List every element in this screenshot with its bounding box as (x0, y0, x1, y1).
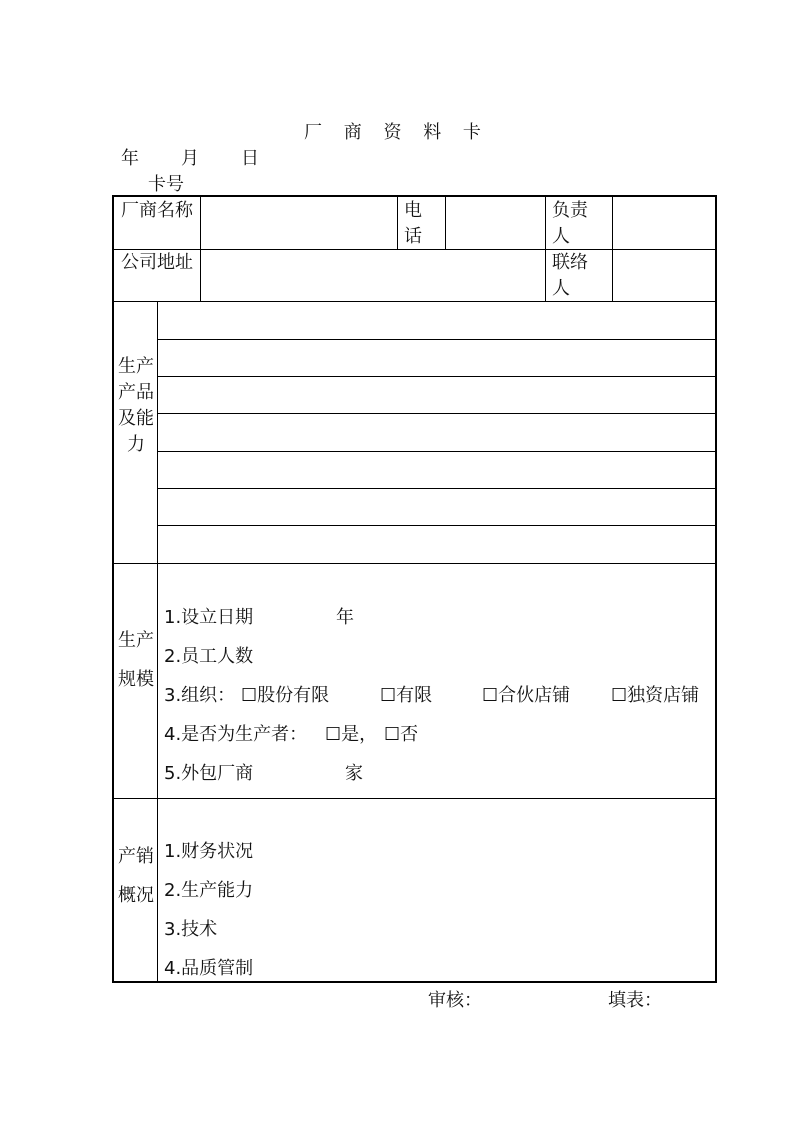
manager-label: 负责人 (552, 200, 588, 247)
quality-control-label: 4.品质管制 (164, 958, 254, 979)
outsource-vendor-label: 5.外包厂商 (164, 763, 254, 784)
row-divider (114, 301, 715, 302)
phone-field[interactable] (448, 199, 543, 247)
col-divider (200, 197, 201, 301)
col-divider (545, 197, 546, 301)
section-divider (114, 563, 715, 564)
row-divider (157, 339, 715, 340)
phone-label: 电话 (404, 200, 422, 247)
contact-field[interactable] (615, 251, 713, 299)
address-label: 公司地址 (121, 252, 193, 273)
row-divider (157, 451, 715, 452)
founding-date-label: 1.设立日期 (164, 607, 254, 628)
section-divider (114, 798, 715, 799)
date-day-label: 日 (241, 148, 259, 169)
vendor-name-field[interactable] (203, 199, 395, 247)
product-row-field[interactable] (160, 453, 713, 487)
date-year-label: 年 (121, 148, 139, 169)
card-number-label: 卡号 (148, 174, 184, 195)
row-divider (157, 525, 715, 526)
product-row-field[interactable] (160, 303, 713, 338)
overview-section-label: 产销概况 (118, 846, 154, 906)
production-capacity-label: 2.生产能力 (164, 880, 254, 901)
technology-label: 3.技术 (164, 919, 218, 940)
vendor-name-label: 厂商名称 (121, 200, 193, 221)
product-row-field[interactable] (160, 527, 713, 562)
product-row-field[interactable] (160, 490, 713, 524)
manager-field[interactable] (615, 199, 713, 247)
products-section-label: 生产产品及能力 (118, 356, 154, 455)
product-row-field[interactable] (160, 378, 713, 412)
col-divider (397, 197, 398, 249)
col-divider (612, 197, 613, 301)
org-option-limited[interactable]: ☐有限 (380, 685, 433, 706)
col-divider (445, 197, 446, 249)
organization-label: 3.组织： (164, 685, 236, 706)
address-field[interactable] (203, 251, 543, 299)
founding-year-unit: 年 (336, 607, 354, 628)
product-row-field[interactable] (160, 415, 713, 450)
review-label: 审核： (428, 990, 482, 1011)
row-divider (157, 413, 715, 414)
org-option-partnership[interactable]: ☐合伙店铺 (482, 685, 571, 706)
producer-option-no[interactable]: ☐否 (384, 724, 419, 745)
employee-count-label: 2.员工人数 (164, 646, 254, 667)
contact-label: 联络人 (552, 252, 588, 299)
product-row-field[interactable] (160, 341, 713, 375)
date-month-label: 月 (181, 148, 199, 169)
col-divider (157, 301, 158, 981)
financial-status-label: 1.财务状况 (164, 841, 254, 862)
org-option-sole-proprietor[interactable]: ☐独资店铺 (611, 685, 700, 706)
producer-option-yes[interactable]: ☐是， (325, 724, 378, 745)
org-option-joint-stock[interactable]: ☐股份有限 (241, 685, 330, 706)
outsource-vendor-unit: 家 (345, 763, 363, 784)
vendor-form-table (112, 195, 717, 983)
row-divider (157, 488, 715, 489)
scale-section-label: 生产规模 (118, 630, 154, 690)
is-producer-label: 4.是否为生产者： (164, 724, 308, 745)
row-divider (157, 376, 715, 377)
page-title: 厂 商 资 料 卡 (304, 122, 489, 143)
filled-by-label: 填表： (608, 990, 662, 1011)
